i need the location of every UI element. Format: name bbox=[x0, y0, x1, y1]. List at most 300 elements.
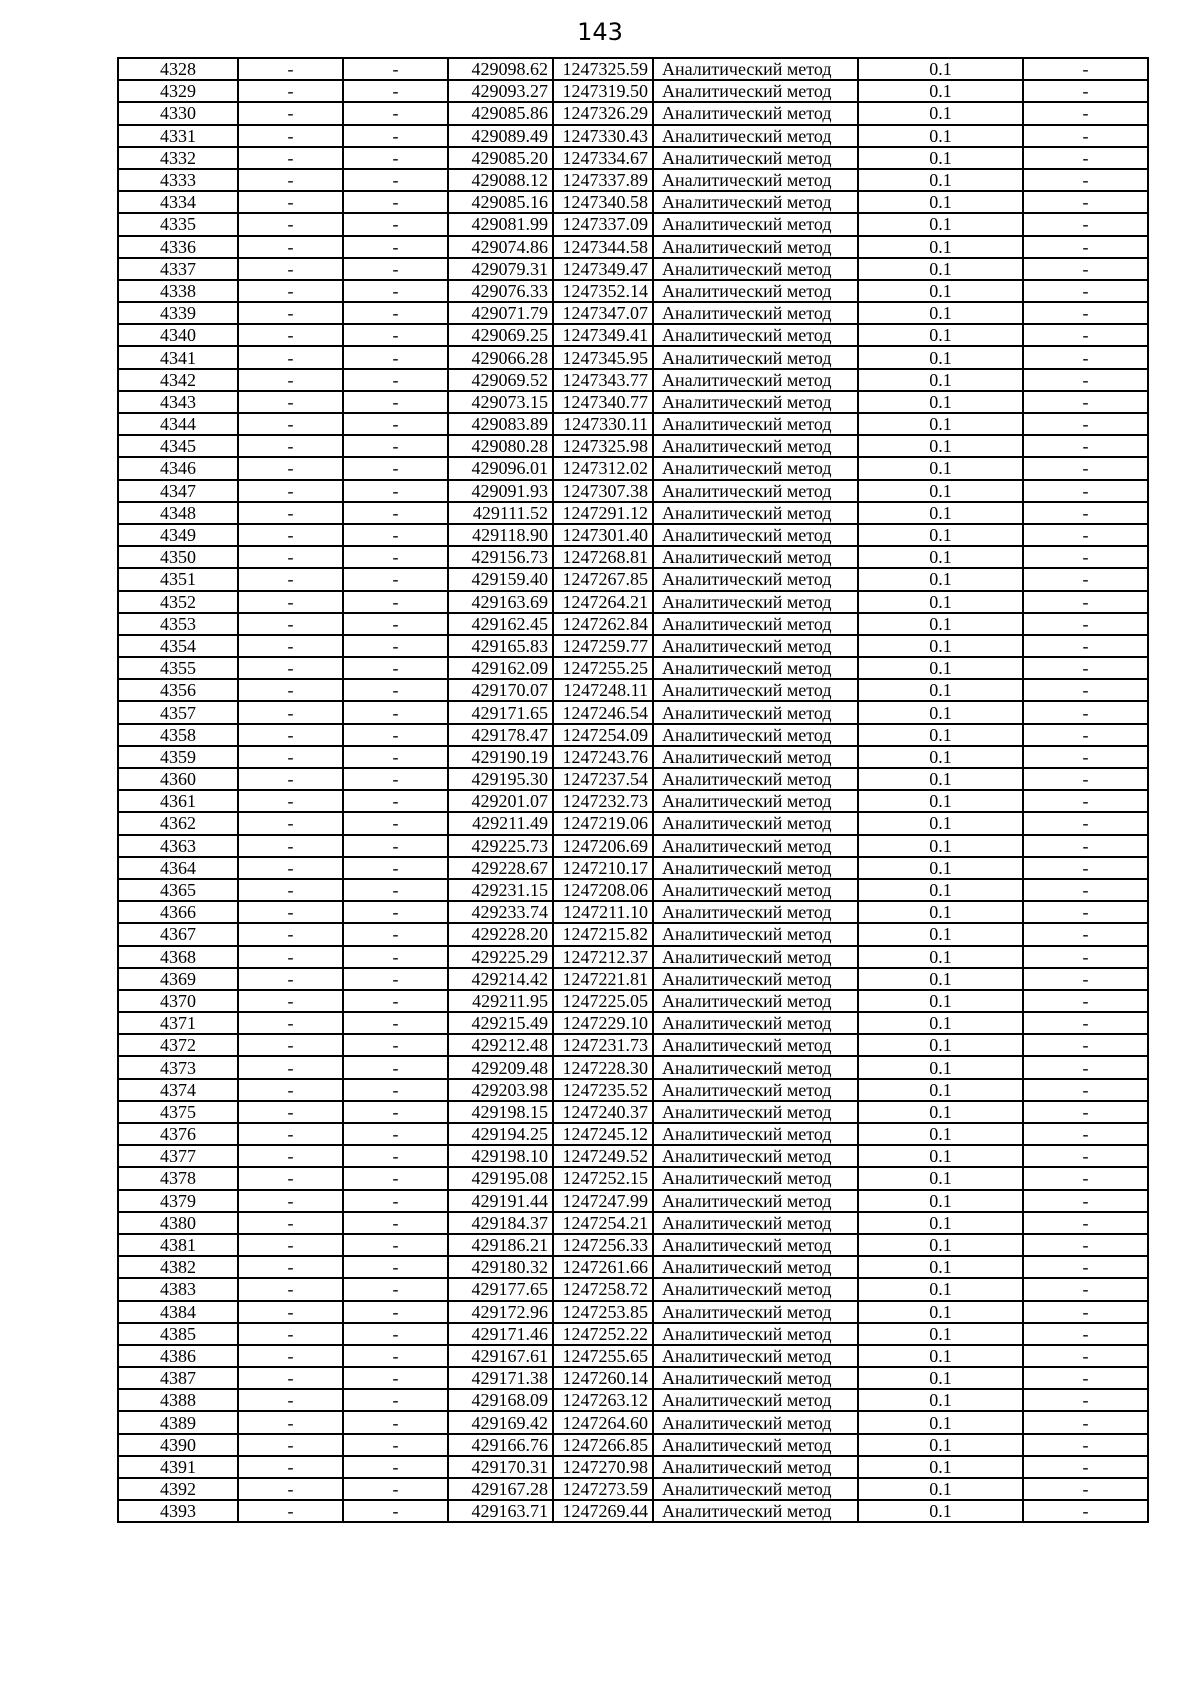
dash-cell: - bbox=[343, 1190, 448, 1212]
dash-cell: - bbox=[1023, 369, 1148, 391]
point-number-cell: 4372 bbox=[118, 1034, 238, 1056]
method-cell: Аналитический метод bbox=[653, 480, 858, 502]
y-coordinate-cell: 1247291.12 bbox=[553, 502, 653, 524]
dash-cell: - bbox=[343, 1145, 448, 1167]
dash-cell: - bbox=[343, 102, 448, 124]
y-coordinate-cell: 1247261.66 bbox=[553, 1256, 653, 1278]
method-cell: Аналитический метод bbox=[653, 58, 858, 80]
dash-cell: - bbox=[343, 923, 448, 945]
table-row bbox=[118, 857, 1148, 879]
dash-cell: - bbox=[238, 346, 343, 368]
dash-cell: - bbox=[238, 1367, 343, 1389]
y-coordinate-cell: 1247229.10 bbox=[553, 1012, 653, 1034]
dash-cell: - bbox=[1023, 968, 1148, 990]
dash-cell: - bbox=[343, 591, 448, 613]
table-row bbox=[118, 1034, 1148, 1056]
dash-cell: - bbox=[343, 701, 448, 723]
dash-cell: - bbox=[238, 1012, 343, 1034]
x-coordinate-cell: 429195.30 bbox=[448, 768, 553, 790]
dash-cell: - bbox=[343, 457, 448, 479]
dash-cell: - bbox=[343, 480, 448, 502]
x-coordinate-cell: 429169.42 bbox=[448, 1411, 553, 1433]
dash-cell: - bbox=[343, 724, 448, 746]
dash-cell: - bbox=[238, 768, 343, 790]
dash-cell: - bbox=[343, 1500, 448, 1522]
dash-cell: - bbox=[238, 435, 343, 457]
dash-cell: - bbox=[1023, 724, 1148, 746]
y-coordinate-cell: 1247206.69 bbox=[553, 835, 653, 857]
dash-cell: - bbox=[343, 790, 448, 812]
x-coordinate-cell: 429098.62 bbox=[448, 58, 553, 80]
x-coordinate-cell: 429165.83 bbox=[448, 635, 553, 657]
table-row bbox=[118, 1278, 1148, 1300]
point-number-cell: 4371 bbox=[118, 1012, 238, 1034]
method-cell: Аналитический метод bbox=[653, 1079, 858, 1101]
dash-cell: - bbox=[1023, 701, 1148, 723]
dash-cell: - bbox=[1023, 1123, 1148, 1145]
x-coordinate-cell: 429081.99 bbox=[448, 213, 553, 235]
dash-cell: - bbox=[1023, 1434, 1148, 1456]
dash-cell: - bbox=[1023, 990, 1148, 1012]
dash-cell: - bbox=[1023, 258, 1148, 280]
dash-cell: - bbox=[238, 812, 343, 834]
point-number-cell: 4373 bbox=[118, 1056, 238, 1078]
dash-cell: - bbox=[238, 990, 343, 1012]
x-coordinate-cell: 429177.65 bbox=[448, 1278, 553, 1300]
accuracy-cell: 0.1 bbox=[858, 946, 1023, 968]
table-row bbox=[118, 280, 1148, 302]
dash-cell: - bbox=[1023, 901, 1148, 923]
table-row bbox=[118, 191, 1148, 213]
y-coordinate-cell: 1247334.67 bbox=[553, 147, 653, 169]
x-coordinate-cell: 429079.31 bbox=[448, 258, 553, 280]
y-coordinate-cell: 1247259.77 bbox=[553, 635, 653, 657]
x-coordinate-cell: 429085.16 bbox=[448, 191, 553, 213]
y-coordinate-cell: 1247237.54 bbox=[553, 768, 653, 790]
dash-cell: - bbox=[238, 835, 343, 857]
y-coordinate-cell: 1247211.10 bbox=[553, 901, 653, 923]
point-number-cell: 4367 bbox=[118, 923, 238, 945]
table-row bbox=[118, 768, 1148, 790]
method-cell: Аналитический метод bbox=[653, 946, 858, 968]
y-coordinate-cell: 1247246.54 bbox=[553, 701, 653, 723]
x-coordinate-cell: 429159.40 bbox=[448, 568, 553, 590]
x-coordinate-cell: 429191.44 bbox=[448, 1190, 553, 1212]
point-number-cell: 4376 bbox=[118, 1123, 238, 1145]
table-row bbox=[118, 1434, 1148, 1456]
point-number-cell: 4384 bbox=[118, 1301, 238, 1323]
dash-cell: - bbox=[238, 1212, 343, 1234]
x-coordinate-cell: 429163.69 bbox=[448, 591, 553, 613]
dash-cell: - bbox=[1023, 946, 1148, 968]
x-coordinate-cell: 429233.74 bbox=[448, 901, 553, 923]
dash-cell: - bbox=[1023, 457, 1148, 479]
dash-cell: - bbox=[1023, 1367, 1148, 1389]
table-row bbox=[118, 546, 1148, 568]
method-cell: Аналитический метод bbox=[653, 635, 858, 657]
dash-cell: - bbox=[1023, 147, 1148, 169]
table-row bbox=[118, 1389, 1148, 1411]
method-cell: Аналитический метод bbox=[653, 324, 858, 346]
method-cell: Аналитический метод bbox=[653, 901, 858, 923]
accuracy-cell: 0.1 bbox=[858, 413, 1023, 435]
y-coordinate-cell: 1247268.81 bbox=[553, 546, 653, 568]
accuracy-cell: 0.1 bbox=[858, 1411, 1023, 1433]
accuracy-cell: 0.1 bbox=[858, 480, 1023, 502]
accuracy-cell: 0.1 bbox=[858, 768, 1023, 790]
table-row bbox=[118, 1500, 1148, 1522]
y-coordinate-cell: 1247228.30 bbox=[553, 1056, 653, 1078]
dash-cell: - bbox=[1023, 746, 1148, 768]
dash-cell: - bbox=[238, 280, 343, 302]
method-cell: Аналитический метод bbox=[653, 1034, 858, 1056]
point-number-cell: 4356 bbox=[118, 679, 238, 701]
x-coordinate-cell: 429118.90 bbox=[448, 524, 553, 546]
dash-cell: - bbox=[343, 635, 448, 657]
table-row bbox=[118, 679, 1148, 701]
dash-cell: - bbox=[1023, 391, 1148, 413]
table-row bbox=[118, 746, 1148, 768]
dash-cell: - bbox=[238, 524, 343, 546]
method-cell: Аналитический метод bbox=[653, 1478, 858, 1500]
dash-cell: - bbox=[343, 80, 448, 102]
y-coordinate-cell: 1247221.81 bbox=[553, 968, 653, 990]
dash-cell: - bbox=[343, 213, 448, 235]
accuracy-cell: 0.1 bbox=[858, 524, 1023, 546]
dash-cell: - bbox=[1023, 1456, 1148, 1478]
dash-cell: - bbox=[238, 236, 343, 258]
table-row bbox=[118, 258, 1148, 280]
x-coordinate-cell: 429195.08 bbox=[448, 1167, 553, 1189]
dash-cell: - bbox=[238, 213, 343, 235]
table-row bbox=[118, 1190, 1148, 1212]
dash-cell: - bbox=[238, 1478, 343, 1500]
dash-cell: - bbox=[1023, 1012, 1148, 1034]
accuracy-cell: 0.1 bbox=[858, 1301, 1023, 1323]
dash-cell: - bbox=[343, 990, 448, 1012]
dash-cell: - bbox=[238, 258, 343, 280]
dash-cell: - bbox=[238, 125, 343, 147]
point-number-cell: 4368 bbox=[118, 946, 238, 968]
dash-cell: - bbox=[238, 1323, 343, 1345]
accuracy-cell: 0.1 bbox=[858, 125, 1023, 147]
method-cell: Аналитический метод bbox=[653, 1056, 858, 1078]
dash-cell: - bbox=[238, 968, 343, 990]
dash-cell: - bbox=[238, 701, 343, 723]
dash-cell: - bbox=[238, 946, 343, 968]
x-coordinate-cell: 429080.28 bbox=[448, 435, 553, 457]
table-row bbox=[118, 1101, 1148, 1123]
accuracy-cell: 0.1 bbox=[858, 1456, 1023, 1478]
accuracy-cell: 0.1 bbox=[858, 435, 1023, 457]
dash-cell: - bbox=[343, 435, 448, 457]
y-coordinate-cell: 1247215.82 bbox=[553, 923, 653, 945]
method-cell: Аналитический метод bbox=[653, 369, 858, 391]
y-coordinate-cell: 1247249.52 bbox=[553, 1145, 653, 1167]
dash-cell: - bbox=[343, 1012, 448, 1034]
method-cell: Аналитический метод bbox=[653, 80, 858, 102]
accuracy-cell: 0.1 bbox=[858, 1478, 1023, 1500]
dash-cell: - bbox=[343, 1456, 448, 1478]
x-coordinate-cell: 429198.10 bbox=[448, 1145, 553, 1167]
dash-cell: - bbox=[343, 1478, 448, 1500]
dash-cell: - bbox=[238, 1256, 343, 1278]
dash-cell: - bbox=[238, 480, 343, 502]
point-number-cell: 4392 bbox=[118, 1478, 238, 1500]
x-coordinate-cell: 429225.29 bbox=[448, 946, 553, 968]
accuracy-cell: 0.1 bbox=[858, 835, 1023, 857]
dash-cell: - bbox=[1023, 1056, 1148, 1078]
table-row bbox=[118, 391, 1148, 413]
y-coordinate-cell: 1247263.12 bbox=[553, 1389, 653, 1411]
dash-cell: - bbox=[343, 1234, 448, 1256]
point-number-cell: 4362 bbox=[118, 812, 238, 834]
accuracy-cell: 0.1 bbox=[858, 1079, 1023, 1101]
dash-cell: - bbox=[343, 302, 448, 324]
dash-cell: - bbox=[238, 1234, 343, 1256]
dash-cell: - bbox=[238, 1079, 343, 1101]
y-coordinate-cell: 1247269.44 bbox=[553, 1500, 653, 1522]
x-coordinate-cell: 429162.09 bbox=[448, 657, 553, 679]
dash-cell: - bbox=[238, 1101, 343, 1123]
x-coordinate-cell: 429190.19 bbox=[448, 746, 553, 768]
x-coordinate-cell: 429085.86 bbox=[448, 102, 553, 124]
dash-cell: - bbox=[238, 1411, 343, 1433]
dash-cell: - bbox=[1023, 1411, 1148, 1433]
table-row bbox=[118, 635, 1148, 657]
table-row bbox=[118, 302, 1148, 324]
point-number-cell: 4380 bbox=[118, 1212, 238, 1234]
point-number-cell: 4382 bbox=[118, 1256, 238, 1278]
table-row bbox=[118, 58, 1148, 80]
method-cell: Аналитический метод bbox=[653, 524, 858, 546]
method-cell: Аналитический метод bbox=[653, 102, 858, 124]
point-number-cell: 4357 bbox=[118, 701, 238, 723]
table-row bbox=[118, 169, 1148, 191]
dash-cell: - bbox=[238, 391, 343, 413]
x-coordinate-cell: 429163.71 bbox=[448, 1500, 553, 1522]
table-row bbox=[118, 968, 1148, 990]
y-coordinate-cell: 1247232.73 bbox=[553, 790, 653, 812]
x-coordinate-cell: 429215.49 bbox=[448, 1012, 553, 1034]
dash-cell: - bbox=[343, 147, 448, 169]
method-cell: Аналитический метод bbox=[653, 169, 858, 191]
dash-cell: - bbox=[1023, 169, 1148, 191]
accuracy-cell: 0.1 bbox=[858, 901, 1023, 923]
accuracy-cell: 0.1 bbox=[858, 1123, 1023, 1145]
point-number-cell: 4379 bbox=[118, 1190, 238, 1212]
dash-cell: - bbox=[343, 524, 448, 546]
dash-cell: - bbox=[1023, 1345, 1148, 1367]
y-coordinate-cell: 1247266.85 bbox=[553, 1434, 653, 1456]
method-cell: Аналитический метод bbox=[653, 701, 858, 723]
dash-cell: - bbox=[1023, 1323, 1148, 1345]
y-coordinate-cell: 1247307.38 bbox=[553, 480, 653, 502]
y-coordinate-cell: 1247247.99 bbox=[553, 1190, 653, 1212]
dash-cell: - bbox=[238, 1145, 343, 1167]
x-coordinate-cell: 429225.73 bbox=[448, 835, 553, 857]
y-coordinate-cell: 1247330.43 bbox=[553, 125, 653, 147]
method-cell: Аналитический метод bbox=[653, 724, 858, 746]
point-number-cell: 4377 bbox=[118, 1145, 238, 1167]
accuracy-cell: 0.1 bbox=[858, 968, 1023, 990]
point-number-cell: 4378 bbox=[118, 1167, 238, 1189]
x-coordinate-cell: 429228.20 bbox=[448, 923, 553, 945]
dash-cell: - bbox=[1023, 657, 1148, 679]
x-coordinate-cell: 429073.15 bbox=[448, 391, 553, 413]
table-row bbox=[118, 724, 1148, 746]
dash-cell: - bbox=[343, 1345, 448, 1367]
dash-cell: - bbox=[343, 58, 448, 80]
table-row bbox=[118, 990, 1148, 1012]
accuracy-cell: 0.1 bbox=[858, 613, 1023, 635]
table-row bbox=[118, 524, 1148, 546]
x-coordinate-cell: 429171.38 bbox=[448, 1367, 553, 1389]
point-number-cell: 4393 bbox=[118, 1500, 238, 1522]
dash-cell: - bbox=[238, 746, 343, 768]
point-number-cell: 4342 bbox=[118, 369, 238, 391]
dash-cell: - bbox=[238, 457, 343, 479]
method-cell: Аналитический метод bbox=[653, 812, 858, 834]
table-row bbox=[118, 591, 1148, 613]
dash-cell: - bbox=[1023, 435, 1148, 457]
accuracy-cell: 0.1 bbox=[858, 990, 1023, 1012]
point-number-cell: 4361 bbox=[118, 790, 238, 812]
method-cell: Аналитический метод bbox=[653, 657, 858, 679]
dash-cell: - bbox=[238, 679, 343, 701]
x-coordinate-cell: 429209.48 bbox=[448, 1056, 553, 1078]
accuracy-cell: 0.1 bbox=[858, 1434, 1023, 1456]
dash-cell: - bbox=[343, 125, 448, 147]
point-number-cell: 4360 bbox=[118, 768, 238, 790]
dash-cell: - bbox=[1023, 1190, 1148, 1212]
point-number-cell: 4375 bbox=[118, 1101, 238, 1123]
accuracy-cell: 0.1 bbox=[858, 1012, 1023, 1034]
method-cell: Аналитический метод bbox=[653, 391, 858, 413]
accuracy-cell: 0.1 bbox=[858, 923, 1023, 945]
x-coordinate-cell: 429166.76 bbox=[448, 1434, 553, 1456]
table-row bbox=[118, 613, 1148, 635]
dash-cell: - bbox=[343, 1389, 448, 1411]
y-coordinate-cell: 1247255.25 bbox=[553, 657, 653, 679]
method-cell: Аналитический метод bbox=[653, 346, 858, 368]
y-coordinate-cell: 1247243.76 bbox=[553, 746, 653, 768]
accuracy-cell: 0.1 bbox=[858, 546, 1023, 568]
dash-cell: - bbox=[343, 1079, 448, 1101]
dash-cell: - bbox=[238, 1056, 343, 1078]
x-coordinate-cell: 429088.12 bbox=[448, 169, 553, 191]
dash-cell: - bbox=[1023, 413, 1148, 435]
y-coordinate-cell: 1247340.58 bbox=[553, 191, 653, 213]
table-row bbox=[118, 147, 1148, 169]
method-cell: Аналитический метод bbox=[653, 1411, 858, 1433]
dash-cell: - bbox=[343, 768, 448, 790]
y-coordinate-cell: 1247258.72 bbox=[553, 1278, 653, 1300]
accuracy-cell: 0.1 bbox=[858, 369, 1023, 391]
table-row bbox=[118, 901, 1148, 923]
x-coordinate-cell: 429071.79 bbox=[448, 302, 553, 324]
y-coordinate-cell: 1247340.77 bbox=[553, 391, 653, 413]
y-coordinate-cell: 1247231.73 bbox=[553, 1034, 653, 1056]
accuracy-cell: 0.1 bbox=[858, 391, 1023, 413]
dash-cell: - bbox=[1023, 1034, 1148, 1056]
table-row bbox=[118, 324, 1148, 346]
dash-cell: - bbox=[343, 1256, 448, 1278]
point-number-cell: 4348 bbox=[118, 502, 238, 524]
x-coordinate-cell: 429096.01 bbox=[448, 457, 553, 479]
y-coordinate-cell: 1247349.41 bbox=[553, 324, 653, 346]
table-row bbox=[118, 80, 1148, 102]
dash-cell: - bbox=[238, 724, 343, 746]
dash-cell: - bbox=[343, 679, 448, 701]
dash-cell: - bbox=[238, 1190, 343, 1212]
dash-cell: - bbox=[343, 369, 448, 391]
y-coordinate-cell: 1247254.09 bbox=[553, 724, 653, 746]
table-row bbox=[118, 657, 1148, 679]
accuracy-cell: 0.1 bbox=[858, 568, 1023, 590]
x-coordinate-cell: 429167.28 bbox=[448, 1478, 553, 1500]
point-number-cell: 4383 bbox=[118, 1278, 238, 1300]
dash-cell: - bbox=[1023, 324, 1148, 346]
x-coordinate-cell: 429172.96 bbox=[448, 1301, 553, 1323]
point-number-cell: 4353 bbox=[118, 613, 238, 635]
point-number-cell: 4369 bbox=[118, 968, 238, 990]
point-number-cell: 4345 bbox=[118, 435, 238, 457]
method-cell: Аналитический метод bbox=[653, 435, 858, 457]
dash-cell: - bbox=[343, 546, 448, 568]
dash-cell: - bbox=[1023, 591, 1148, 613]
method-cell: Аналитический метод bbox=[653, 413, 858, 435]
accuracy-cell: 0.1 bbox=[858, 746, 1023, 768]
dash-cell: - bbox=[1023, 58, 1148, 80]
method-cell: Аналитический метод bbox=[653, 679, 858, 701]
y-coordinate-cell: 1247240.37 bbox=[553, 1101, 653, 1123]
point-number-cell: 4332 bbox=[118, 147, 238, 169]
dash-cell: - bbox=[1023, 1101, 1148, 1123]
dash-cell: - bbox=[238, 923, 343, 945]
accuracy-cell: 0.1 bbox=[858, 346, 1023, 368]
accuracy-cell: 0.1 bbox=[858, 812, 1023, 834]
method-cell: Аналитический метод bbox=[653, 1434, 858, 1456]
accuracy-cell: 0.1 bbox=[858, 879, 1023, 901]
y-coordinate-cell: 1247212.37 bbox=[553, 946, 653, 968]
method-cell: Аналитический метод bbox=[653, 1500, 858, 1522]
method-cell: Аналитический метод bbox=[653, 258, 858, 280]
dash-cell: - bbox=[1023, 1278, 1148, 1300]
method-cell: Аналитический метод bbox=[653, 879, 858, 901]
dash-cell: - bbox=[1023, 790, 1148, 812]
dash-cell: - bbox=[343, 324, 448, 346]
accuracy-cell: 0.1 bbox=[858, 324, 1023, 346]
accuracy-cell: 0.1 bbox=[858, 701, 1023, 723]
dash-cell: - bbox=[238, 1301, 343, 1323]
x-coordinate-cell: 429085.20 bbox=[448, 147, 553, 169]
table-row bbox=[118, 1167, 1148, 1189]
accuracy-cell: 0.1 bbox=[858, 58, 1023, 80]
table-row bbox=[118, 102, 1148, 124]
point-number-cell: 4385 bbox=[118, 1323, 238, 1345]
accuracy-cell: 0.1 bbox=[858, 591, 1023, 613]
dash-cell: - bbox=[343, 568, 448, 590]
dash-cell: - bbox=[238, 102, 343, 124]
dash-cell: - bbox=[238, 790, 343, 812]
table-row bbox=[118, 236, 1148, 258]
dash-cell: - bbox=[343, 835, 448, 857]
point-number-cell: 4366 bbox=[118, 901, 238, 923]
x-coordinate-cell: 429203.98 bbox=[448, 1079, 553, 1101]
dash-cell: - bbox=[1023, 1167, 1148, 1189]
point-number-cell: 4387 bbox=[118, 1367, 238, 1389]
